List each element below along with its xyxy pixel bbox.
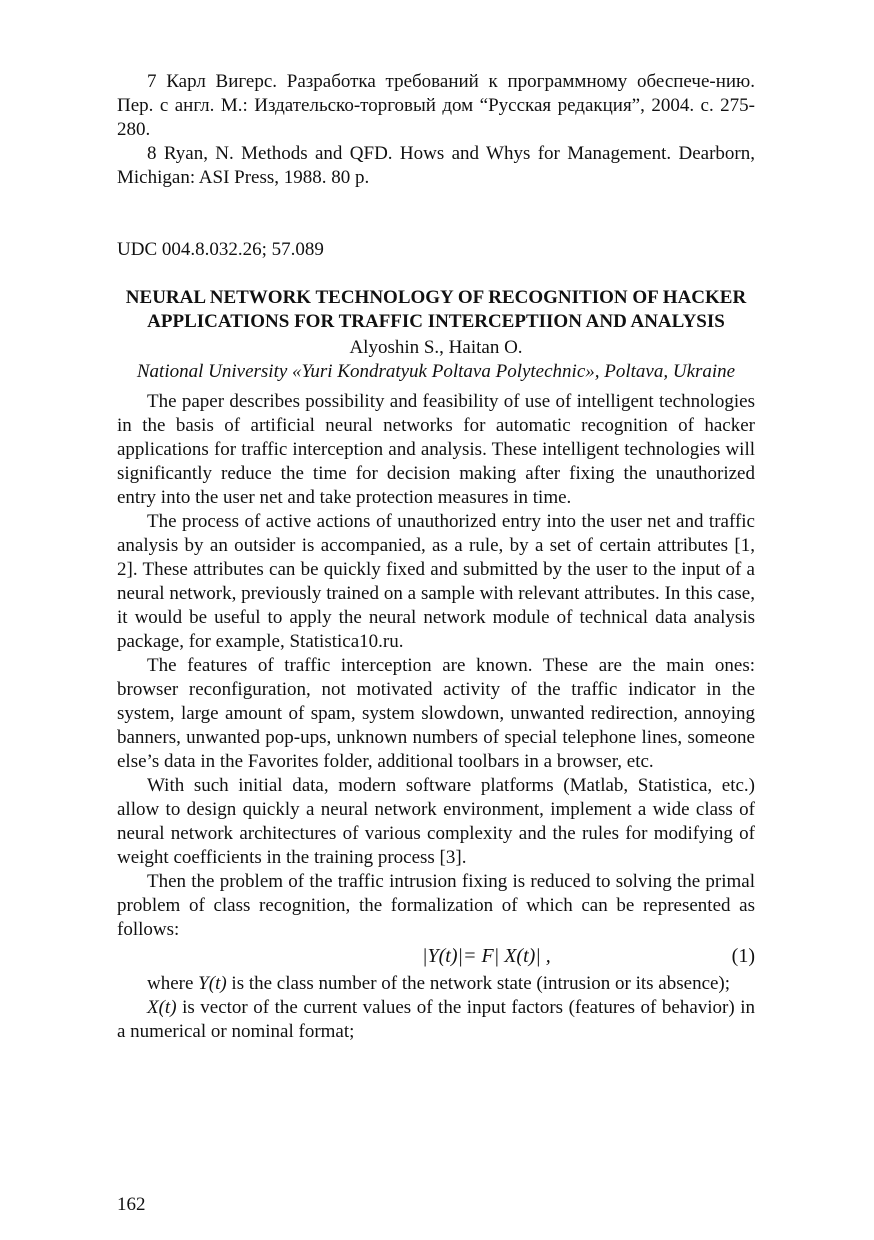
paragraph-abstract: The paper describes possibility and feasibility of use of intelligent technologies in the basis of artificial neural networks for automatic recognition of hacker applications for traffic interception and analysis. These intelligent technologies will significantly reduce the time for decision making after fixing the unauthorized entry into the user net and take protection measures in time. [117, 391, 755, 508]
page-content [117, 70, 755, 1044]
affiliation: National University «Yuri Kondratyuk Poltava Polytechnic», Poltava, Ukraine [136, 361, 736, 382]
equation-formula: |Y(t)|= F| X(t)| , [422, 945, 551, 967]
udc-code: UDC 004.8.032.26; 57.089 [117, 239, 324, 260]
where-x-definition [117, 996, 755, 1044]
paragraph-attributes: The process of active actions of unauthorized entry into the user net and traffic analysis by an outsider is accompanied, as a rule, by a set of certain attributes [1, 2]. These attributes can be quickly fixed and submitted by the user to the input of a neural network, previously trained on a sample with relevant attributes. In this case, it would be useful to apply the neural network module of technical data analysis package, for example, Statistica10.ru. [117, 511, 755, 652]
paragraph-platforms: With such initial data, modern software platforms (Matlab, Statistica, etc.) allow to design quickly a neural network environment, implement a wide class of neural network architectures of various complexity and the rules for modifying of weight coefficients in the training process [3]. [117, 775, 755, 868]
symbol-x: X(t) [147, 997, 177, 1018]
where-y-text: is the class number of the network state (intrusion or its absence); [226, 973, 731, 994]
equation-number: (1) [731, 945, 755, 967]
paper-title: NEURAL NETWORK TECHNOLOGY OF RECOGNITION OF HACKER APPLICATIONS FOR TRAFFIC INTERCEPTIION AND ANALYSIS [125, 287, 747, 332]
symbol-y: Y(t) [198, 973, 227, 994]
where-lead: where [147, 973, 199, 994]
page-number: 162 [117, 1194, 146, 1215]
where-x-text: is vector of the current values of the input factors (features of behavior) in a numerical or nominal format; [117, 997, 755, 1042]
reference-8: 8 Ryan, N. Methods and QFD. Hows and Whys for Management. Dearborn, Michigan: ASI Press, 1988. 80 p. [117, 143, 755, 188]
paragraph-features: The features of traffic interception are known. These are the main ones: browser reconfiguration, not motivated activity of the traffic indicator in the system, large amount of spam, system slowdown, unwanted redirection, annoying banners, unwanted pop-ups, unknown numbers of special telephone lines, someone else’s data in the Favorites folder, additional toolbars in a browser, etc. [117, 655, 755, 772]
reference-7: 7 Карл Вигерс. Разработка требований к программному обеспече-нию. Пер. с англ. М.: Издательско-торговый дом “Русская редакция”, 2004. с. 275-280. [117, 71, 755, 140]
paragraph-problem: Then the problem of the traffic intrusion fixing is reduced to solving the primal problem of class recognition, the formalization of which can be represented as follows: [117, 871, 755, 940]
equation-1 [117, 942, 755, 972]
authors: Alyoshin S., Haitan O. [349, 337, 523, 358]
where-y-definition [117, 972, 755, 996]
